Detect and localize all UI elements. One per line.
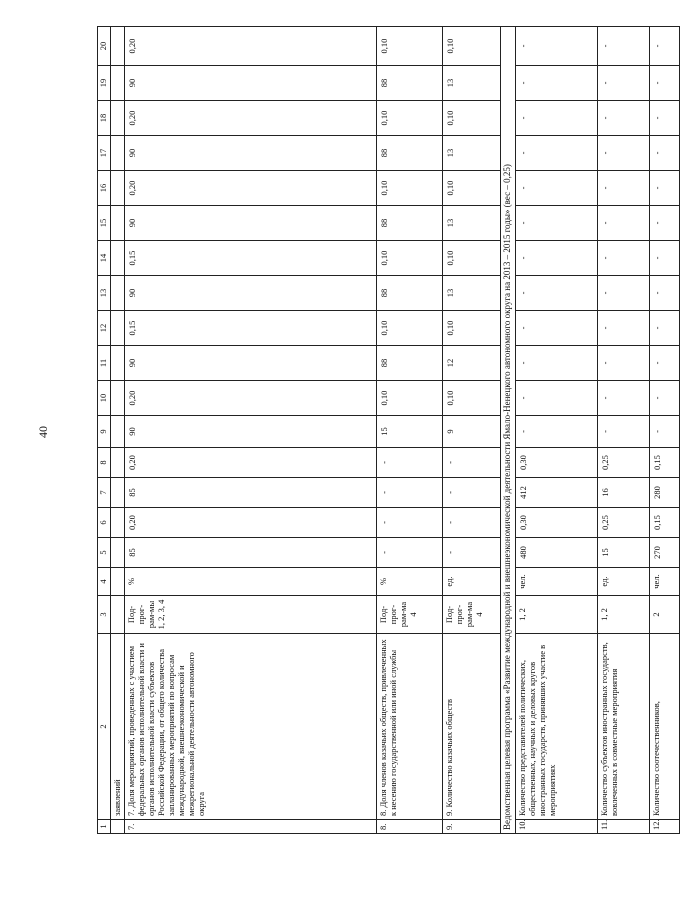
value-cell: - [598,381,650,416]
row-number-cell: 12. [650,820,680,834]
value-cell: 0,10 [377,311,443,346]
continuation-row [111,27,125,834]
value-cell: - [650,66,680,101]
value-cell: ед. [443,568,501,596]
value-cell: 13 [443,66,501,101]
value-cell: 90 [125,416,377,448]
table-row [377,27,443,834]
value-cell: % [125,568,377,596]
value-cell: - [516,27,598,66]
value-cell: - [598,171,650,206]
value-cell: 90 [125,136,377,171]
value-cell: 0,25 [598,448,650,478]
value-cell: ед. [598,568,650,596]
value-cell: - [598,346,650,381]
value-cell: - [598,241,650,276]
value-cell: 0,10 [377,381,443,416]
value-cell: - [443,478,501,508]
value-cell: - [650,346,680,381]
value-cell: 15 [377,416,443,448]
column-number: 10 [98,381,111,416]
row-number-cell: 11. [598,820,650,834]
value-cell: 85 [125,538,377,568]
value-cell: 0,10 [443,241,501,276]
value-cell: 16 [598,478,650,508]
value-cell: чел. [516,568,598,596]
value-cell: Под-прог-рам-ма 4 [377,596,443,634]
value-cell: - [598,66,650,101]
value-cell: 0,20 [125,508,377,538]
column-number: 6 [98,508,111,538]
value-cell: - [377,448,443,478]
row-number-cell: 8. [377,820,443,834]
value-cell: 13 [443,136,501,171]
value-cell: - [650,241,680,276]
column-number: 12 [98,311,111,346]
indicator-name-cell: Количество представителей политических, общественных, научных и деловых кругов иностранных государств, принявших участие в мероприятиях [516,634,598,820]
page-number: 40 [36,426,50,438]
value-cell: 0,10 [377,101,443,136]
table-row [650,27,680,834]
value-cell: 0,20 [125,101,377,136]
row-number-cell: 7. [125,820,377,834]
value-cell: 88 [377,66,443,101]
value-cell: - [443,508,501,538]
value-cell: 1, 2 [598,596,650,634]
value-cell: 90 [125,346,377,381]
value-cell: - [650,27,680,66]
value-cell: - [598,136,650,171]
value-cell: - [598,416,650,448]
value-cell: - [516,346,598,381]
value-cell: 1, 2 [516,596,598,634]
column-number: 20 [98,27,111,66]
value-cell: 88 [377,206,443,241]
value-cell: - [516,136,598,171]
value-cell: 0,10 [443,311,501,346]
value-cell: 13 [443,276,501,311]
value-cell: 480 [516,538,598,568]
column-number: 11 [98,346,111,381]
value-cell: 15 [598,538,650,568]
value-cell: 0,25 [598,508,650,538]
value-cell: - [516,311,598,346]
column-number: 15 [98,206,111,241]
column-number: 3 [98,596,111,634]
value-cell: Под-прог-рам-ма 4 [443,596,501,634]
value-cell: 270 [650,538,680,568]
column-number: 13 [98,276,111,311]
table-row [598,27,650,834]
value-cell: - [598,311,650,346]
value-cell: 9 [443,416,501,448]
value-cell: 0,20 [125,171,377,206]
value-cell: - [516,206,598,241]
value-cell: - [650,311,680,346]
section-row [501,27,516,834]
column-number: 14 [98,241,111,276]
value-cell: 0,20 [125,448,377,478]
column-number: 16 [98,171,111,206]
table-row [516,27,598,834]
value-cell: - [443,538,501,568]
value-cell: 0,30 [516,508,598,538]
value-cell: - [650,416,680,448]
value-cell: - [650,206,680,241]
column-number: 18 [98,101,111,136]
value-cell: - [598,101,650,136]
value-cell: 0,15 [125,241,377,276]
column-number: 1 [98,820,111,834]
indicator-name-cell: Количество субъектов иностранных государств, вовлеченных в совместные мероприятия [598,634,650,820]
value-cell: 0,15 [650,508,680,538]
column-number: 2 [98,634,111,820]
value-cell: 280 [650,478,680,508]
indicator-name-cell: 9. Количество казачьих обществ [443,634,501,820]
value-cell: - [516,416,598,448]
value-cell: - [598,276,650,311]
value-cell: 88 [377,346,443,381]
column-number: 4 [98,568,111,596]
column-number: 17 [98,136,111,171]
value-cell: 0,10 [377,171,443,206]
value-cell: 0,10 [443,27,501,66]
value-cell: 0,10 [443,381,501,416]
section-title: Ведомственная целевая программа «Развитие международной и внешнеэкономической деятельности Ямало-Ненецкого автономного округа на 2013 – 2015 годы» (вес – 0,25) [501,27,516,834]
value-cell: 90 [125,206,377,241]
column-number: 19 [98,66,111,101]
value-cell: - [516,241,598,276]
value-cell: - [377,538,443,568]
value-cell: 0,10 [443,101,501,136]
value-cell: - [377,508,443,538]
value-cell: - [516,381,598,416]
continuation-label: заявлений [111,634,125,820]
indicator-name-cell: Количество соотечественников, [650,634,680,820]
value-cell: - [377,478,443,508]
value-cell: 412 [516,478,598,508]
value-cell: 0,30 [516,448,598,478]
value-cell: - [650,276,680,311]
value-cell: Под-прог-рам-мы 1, 2, 3, 4 [125,596,377,634]
table-row [443,27,501,834]
value-cell: - [516,101,598,136]
value-cell: 0,20 [125,381,377,416]
table-row [125,27,377,834]
column-number: 9 [98,416,111,448]
value-cell: 90 [125,276,377,311]
value-cell: чел. [650,568,680,596]
value-cell: 0,20 [125,27,377,66]
value-cell: - [650,101,680,136]
value-cell: 85 [125,478,377,508]
indicators-table [97,26,680,834]
value-cell: - [650,171,680,206]
value-cell: - [598,206,650,241]
value-cell: - [443,448,501,478]
rotated-table-sheet [97,28,662,834]
value-cell: - [598,27,650,66]
row-number-cell: 9. [443,820,501,834]
column-number: 5 [98,538,111,568]
value-cell: - [650,381,680,416]
value-cell: 88 [377,276,443,311]
value-cell: - [516,171,598,206]
indicator-name-cell: 7. Доля мероприятий, проведенных с участием федеральных органов исполнительной власти и органов исполнительной власти субъектов Российской Федерации, от общего количества запланированных мероприятий по вопросам международной, внешнеэкономической и межрегиональной деятельности автономного округа [125,634,377,820]
value-cell: - [650,136,680,171]
value-cell: 0,10 [443,171,501,206]
value-cell: - [516,276,598,311]
column-number-header [98,27,111,834]
value-cell: 12 [443,346,501,381]
value-cell: 2 [650,596,680,634]
column-number: 8 [98,448,111,478]
value-cell: 0,10 [377,241,443,276]
value-cell: 0,10 [377,27,443,66]
row-number-cell: 10. [516,820,598,834]
value-cell: % [377,568,443,596]
value-cell: 0,15 [125,311,377,346]
value-cell: 13 [443,206,501,241]
value-cell: 88 [377,136,443,171]
value-cell: - [516,66,598,101]
value-cell: 90 [125,66,377,101]
value-cell: 0,15 [650,448,680,478]
indicator-name-cell: 8. Доля членов казачьих обществ, привлеченных к несению государственной или иной службы [377,634,443,820]
column-number: 7 [98,478,111,508]
table-body [111,27,680,834]
